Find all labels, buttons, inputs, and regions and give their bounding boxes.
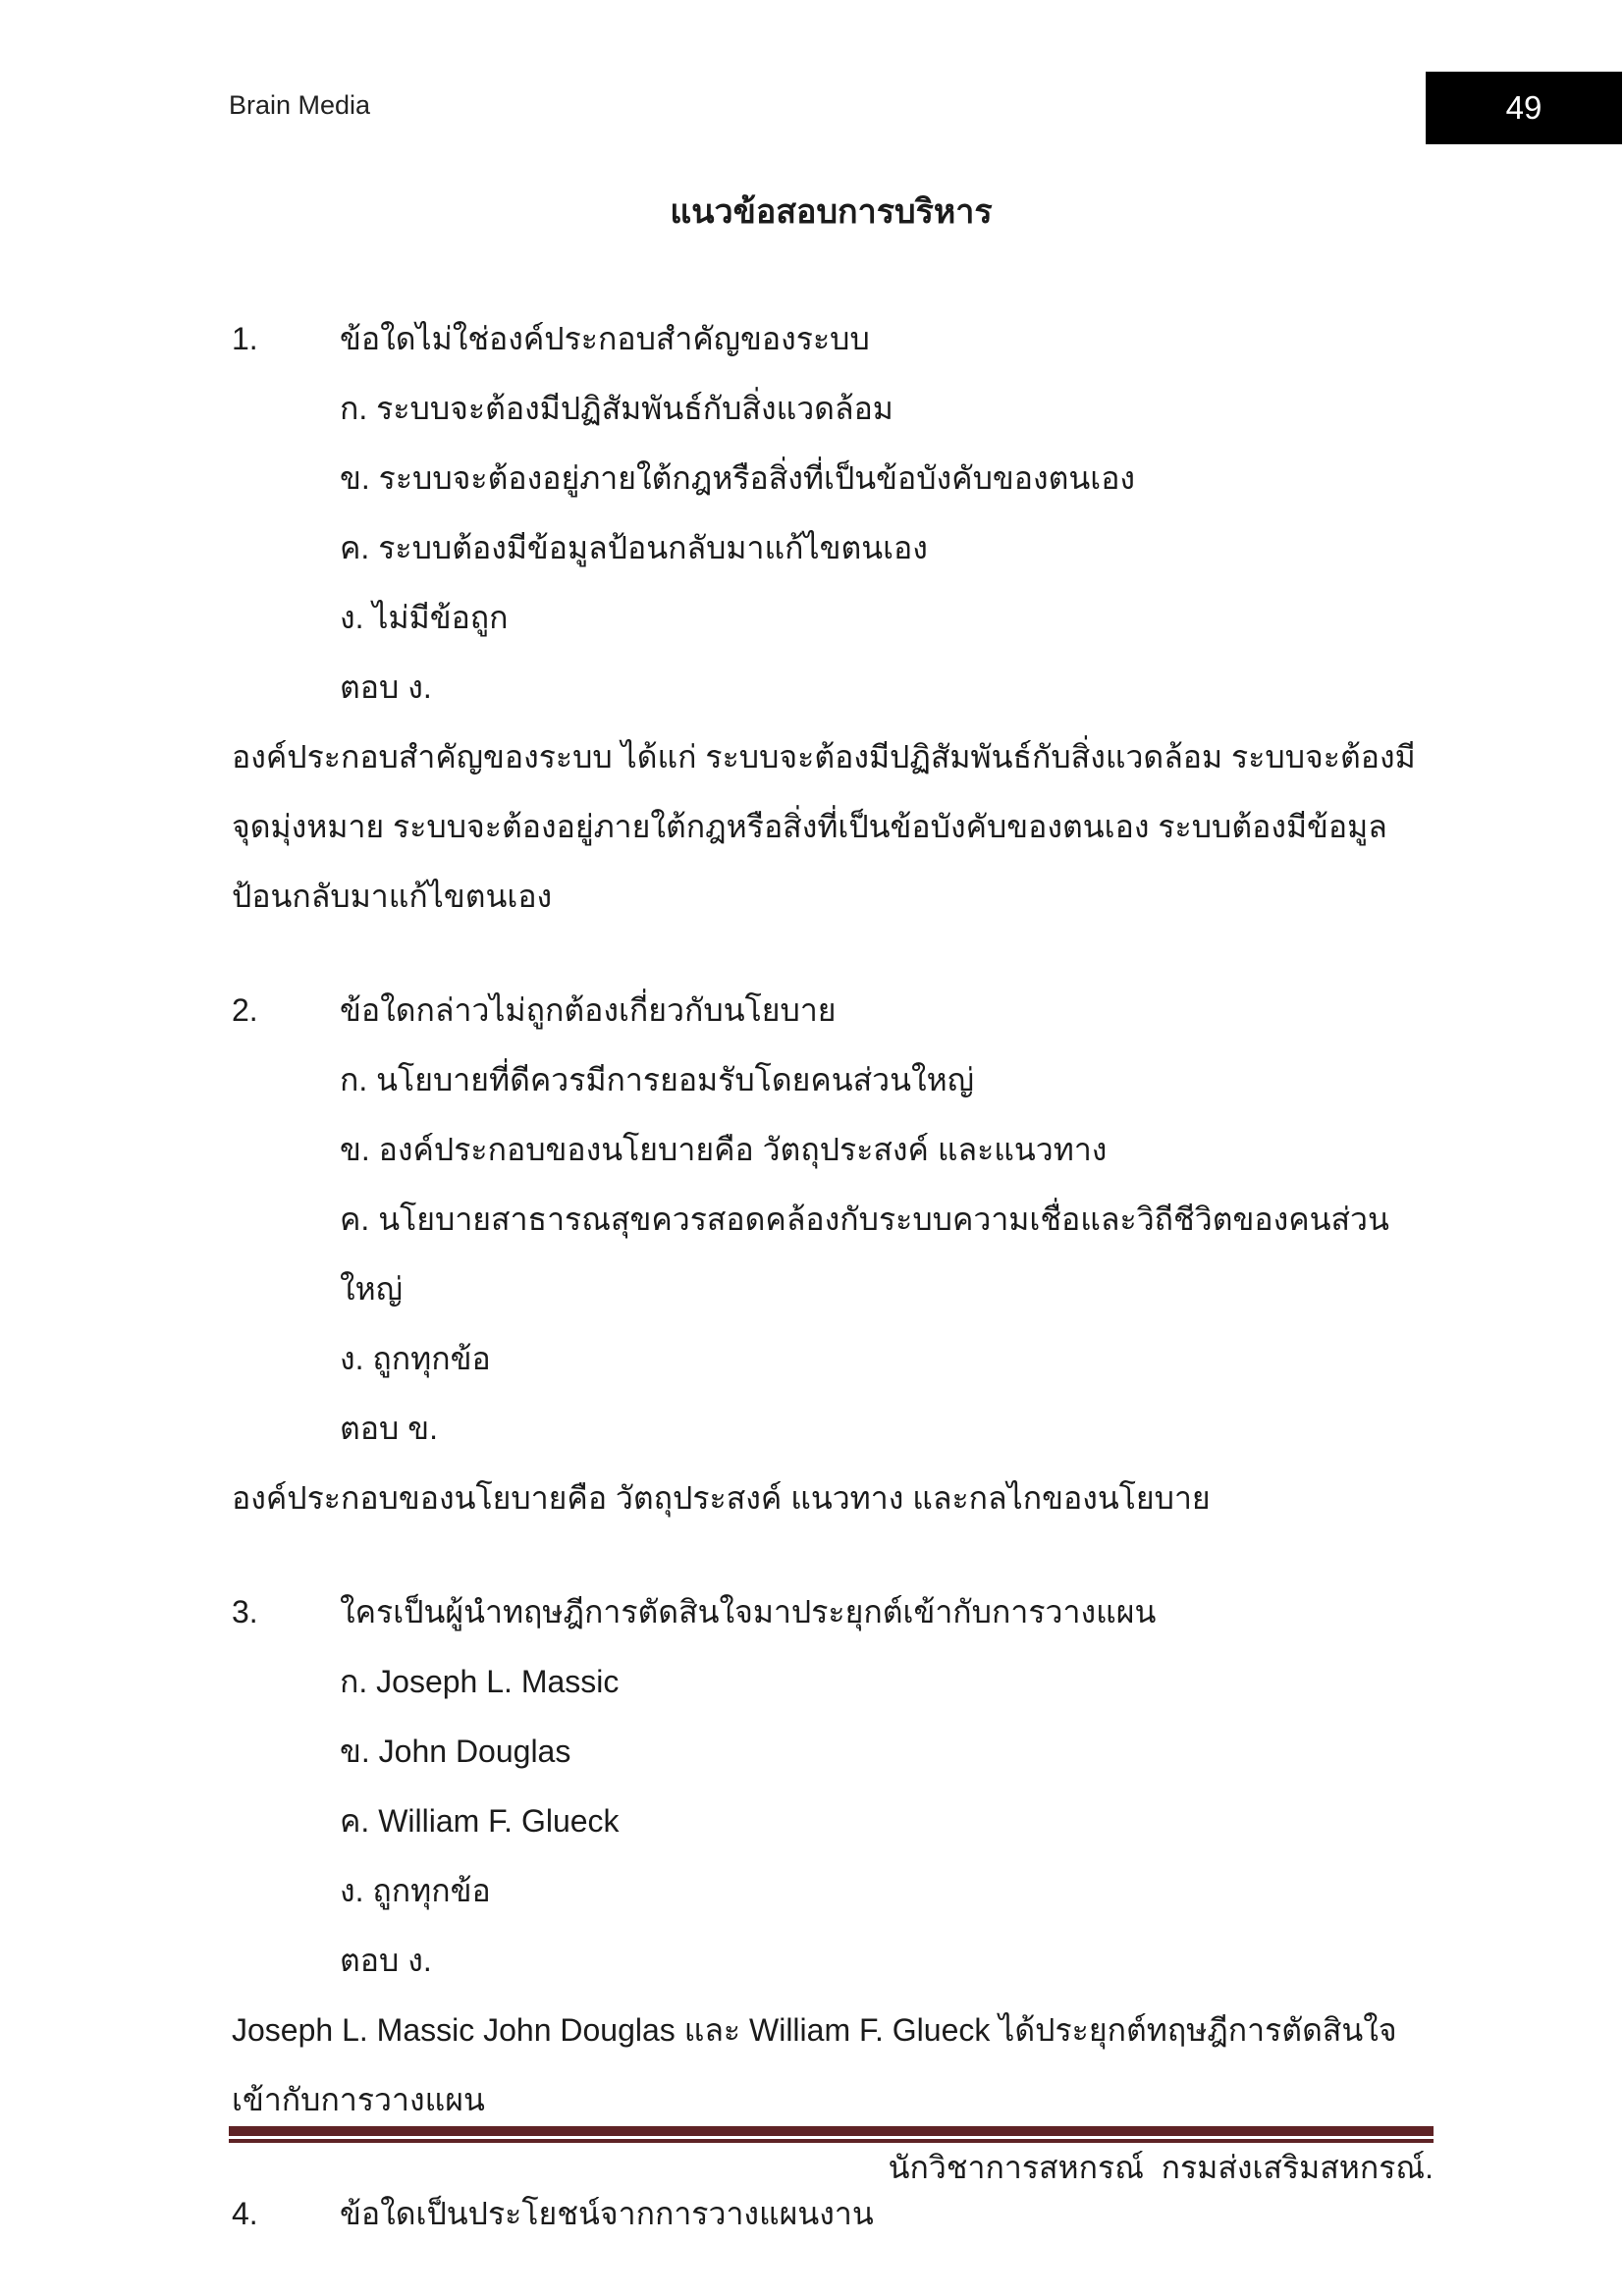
- footer-rule-thin: [229, 2139, 1434, 2143]
- option-item: ค. ระบบต้องมีข้อมูลป้อนกลับมาแก้ไขตนเอง: [340, 530, 928, 565]
- option-item: ข. John Douglas: [340, 1734, 571, 1769]
- option-item: ข. ระบบจะต้องอยู่ภายใต้กฎหรือสิ่งที่เป็นข้อบังคับของตนเอง: [340, 460, 1136, 496]
- question-line: [232, 976, 1436, 1045]
- options: [232, 374, 1436, 653]
- question-text: ข้อใดเป็นประโยชน์จากการวางแผนงาน: [340, 2196, 874, 2231]
- page-number: 49: [1505, 89, 1543, 126]
- answer-text: ตอบ ง.: [340, 1943, 432, 1978]
- question-block: [232, 304, 1436, 932]
- question-number: 2.: [232, 992, 258, 1028]
- question-block: [232, 976, 1436, 1533]
- option-item: ค. นโยบายสาธารณสุขควรสอดคล้องกับระบบความเชื่อและวิถีชีวิตของคนส่วนใหญ่: [340, 1201, 1389, 1307]
- answer-text: ตอบ ข.: [340, 1411, 438, 1446]
- question-number: 1.: [232, 321, 258, 356]
- doc-title: แนวข้อสอบการบริหาร: [670, 193, 993, 231]
- header-brand: Brain Media: [229, 90, 371, 120]
- question-line: [232, 1577, 1436, 1647]
- explanation-text: องค์ประกอบสำคัญของระบบ ได้แก่ ระบบจะต้องมีปฏิสัมพันธ์กับสิ่งแวดล้อม ระบบจะต้องมีจุดมุ่งหมาย ระบบจะต้องอยู่ภายใต้กฎหรือสิ่งที่เป็นข้อบังคับของตนเอง ระบบต้องมีข้อมูลป้อนกลับมาแก้ไขตนเอง: [232, 739, 1416, 914]
- question-text: ข้อใดกล่าวไม่ถูกต้องเกี่ยวกับนโยบาย: [340, 992, 837, 1028]
- question-text: ใครเป็นผู้นำทฤษฎีการตัดสินใจมาประยุกต์เข้ากับการวางแผน: [340, 1594, 1157, 1629]
- question-text: ข้อใดไม่ใช่องค์ประกอบสำคัญของระบบ: [340, 321, 870, 356]
- explanation-text: องค์ประกอบของนโยบายคือ วัตถุประสงค์ แนวทาง และกลไกของนโยบาย: [232, 1480, 1211, 1516]
- option-item: ง. ถูกทุกข้อ: [340, 1341, 491, 1376]
- explanation-text: Joseph L. Massic John Douglas และ William F. Glueck ได้ประยุกต์ทฤษฎีการตัดสินใจเข้ากับการวางแผน: [232, 2012, 1397, 2117]
- questions-container: [232, 304, 1436, 2293]
- answer-text: ตอบ ง.: [340, 669, 432, 705]
- question-block: [232, 1577, 1436, 2135]
- page-number-badge: [1426, 72, 1622, 144]
- question-number: 3.: [232, 1594, 258, 1629]
- option-item: ข. องค์ประกอบของนโยบายคือ วัตถุประสงค์ และแนวทาง: [340, 1132, 1108, 1167]
- question-line: [232, 2179, 1436, 2249]
- question-number: 4.: [232, 2196, 258, 2231]
- question-line: [232, 304, 1436, 374]
- option-item: ก. ระบบจะต้องมีปฏิสัมพันธ์กับสิ่งแวดล้อม: [340, 391, 893, 426]
- option-item: ง. ถูกทุกข้อ: [340, 1873, 491, 1908]
- question-block: [232, 2179, 1436, 2249]
- option-item: ค. William F. Glueck: [340, 1803, 620, 1839]
- options: [232, 1045, 1436, 1394]
- footer-credit: นักวิชาการสหกรณ์ กรมส่งเสริมสหกรณ์.: [888, 2150, 1434, 2185]
- options: [232, 1647, 1436, 1926]
- footer-rule-thick: [229, 2126, 1434, 2136]
- option-item: ง. ไม่มีข้อถูก: [340, 600, 509, 635]
- option-item: ก. นโยบายที่ดีควรมีการยอมรับโดยคนส่วนใหญ่: [340, 1062, 974, 1097]
- option-item: ก. Joseph L. Massic: [340, 1664, 620, 1699]
